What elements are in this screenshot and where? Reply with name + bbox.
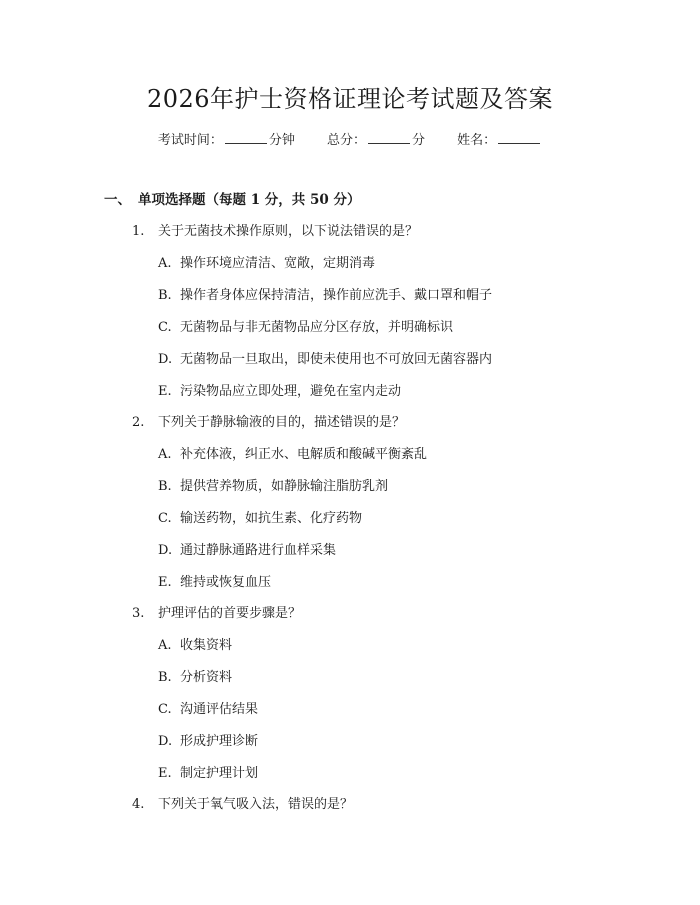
option-item <box>158 700 258 720</box>
option-text: 维持或恢复血压 <box>180 575 272 590</box>
option-item <box>158 636 232 656</box>
document-title: 2026年护士资格证理论考试题及答案 <box>146 85 554 113</box>
total-score-unit: 分 <box>412 133 426 148</box>
option-item <box>158 286 492 306</box>
question-number: 2. <box>132 415 145 430</box>
exam-time-label: 考试时间： <box>157 133 223 148</box>
option-item <box>158 764 258 784</box>
total-score-blank <box>368 130 410 144</box>
question-text: 下列关于氧气吸入法，错误的是？ <box>158 797 354 812</box>
exam-time-field <box>158 130 295 151</box>
option-item <box>158 318 453 338</box>
option-letter: A. <box>158 447 172 462</box>
question-3 <box>132 604 301 624</box>
question-text: 下列关于静脉输液的目的，描述错误的是？ <box>158 415 406 430</box>
option-item <box>158 350 492 370</box>
name-field <box>457 130 542 151</box>
option-letter: E. <box>158 575 172 590</box>
option-text: 操作者身体应保持清洁，操作前应洗手、戴口罩和帽子 <box>180 288 493 303</box>
option-text: 沟通评估结果 <box>180 702 259 717</box>
option-text: 提供营养物质，如静脉输注脂肪乳剂 <box>180 479 389 494</box>
question-2 <box>132 413 405 433</box>
option-text: 输送药物，如抗生素、化疗药物 <box>180 511 363 526</box>
option-letter: D. <box>158 352 173 367</box>
option-letter: B. <box>158 670 172 685</box>
option-text: 补充体液，纠正水、电解质和酸碱平衡紊乱 <box>180 447 428 462</box>
option-letter: B. <box>158 479 172 494</box>
option-letter: E. <box>158 766 172 781</box>
option-item <box>158 509 362 529</box>
option-letter: A. <box>158 638 172 653</box>
option-text: 收集资料 <box>180 638 233 653</box>
exam-time-blank <box>225 130 267 144</box>
option-letter: D. <box>158 543 173 558</box>
question-number: 4. <box>132 797 145 812</box>
question-text: 关于无菌技术操作原则，以下说法错误的是？ <box>158 224 419 239</box>
exam-meta-line <box>0 130 700 151</box>
option-item <box>158 477 388 497</box>
option-text: 操作环境应清洁、宽敞，定期消毒 <box>180 256 376 271</box>
option-letter: B. <box>158 288 172 303</box>
total-score-label: 总分： <box>326 133 366 148</box>
section-title: 单项选择题（每题 1 分，共 50 分） <box>138 192 361 208</box>
option-item <box>158 668 232 688</box>
option-letter: E. <box>158 384 172 399</box>
option-letter: C. <box>158 511 172 526</box>
option-letter: C. <box>158 320 172 335</box>
exam-time-unit: 分钟 <box>268 133 295 148</box>
question-4 <box>132 795 353 815</box>
option-item <box>158 254 375 274</box>
option-item <box>158 541 336 561</box>
option-text: 无菌物品与非无菌物品应分区存放，并明确标识 <box>180 320 454 335</box>
option-letter: D. <box>158 734 173 749</box>
option-text: 无菌物品一旦取出，即使未使用也不可放回无菌容器内 <box>180 352 493 367</box>
question-text: 护理评估的首要步骤是？ <box>158 606 302 621</box>
section-number: 一、 <box>104 192 131 208</box>
option-letter: C. <box>158 702 172 717</box>
option-text: 分析资料 <box>180 670 233 685</box>
total-score-field <box>327 130 425 151</box>
section-heading <box>104 190 360 210</box>
option-text: 形成护理诊断 <box>180 734 259 749</box>
option-letter: A. <box>158 256 172 271</box>
option-text: 通过静脉通路进行血样采集 <box>180 543 337 558</box>
option-item <box>158 732 258 752</box>
question-number: 1. <box>132 224 145 239</box>
name-blank <box>498 130 540 144</box>
name-label: 姓名： <box>457 133 497 148</box>
option-text: 污染物品应立即处理，避免在室内走动 <box>180 384 402 399</box>
question-number: 3. <box>132 606 145 621</box>
option-item <box>158 573 271 593</box>
option-text: 制定护理计划 <box>180 766 259 781</box>
question-1 <box>132 222 418 242</box>
option-item <box>158 445 427 465</box>
option-item <box>158 382 401 402</box>
